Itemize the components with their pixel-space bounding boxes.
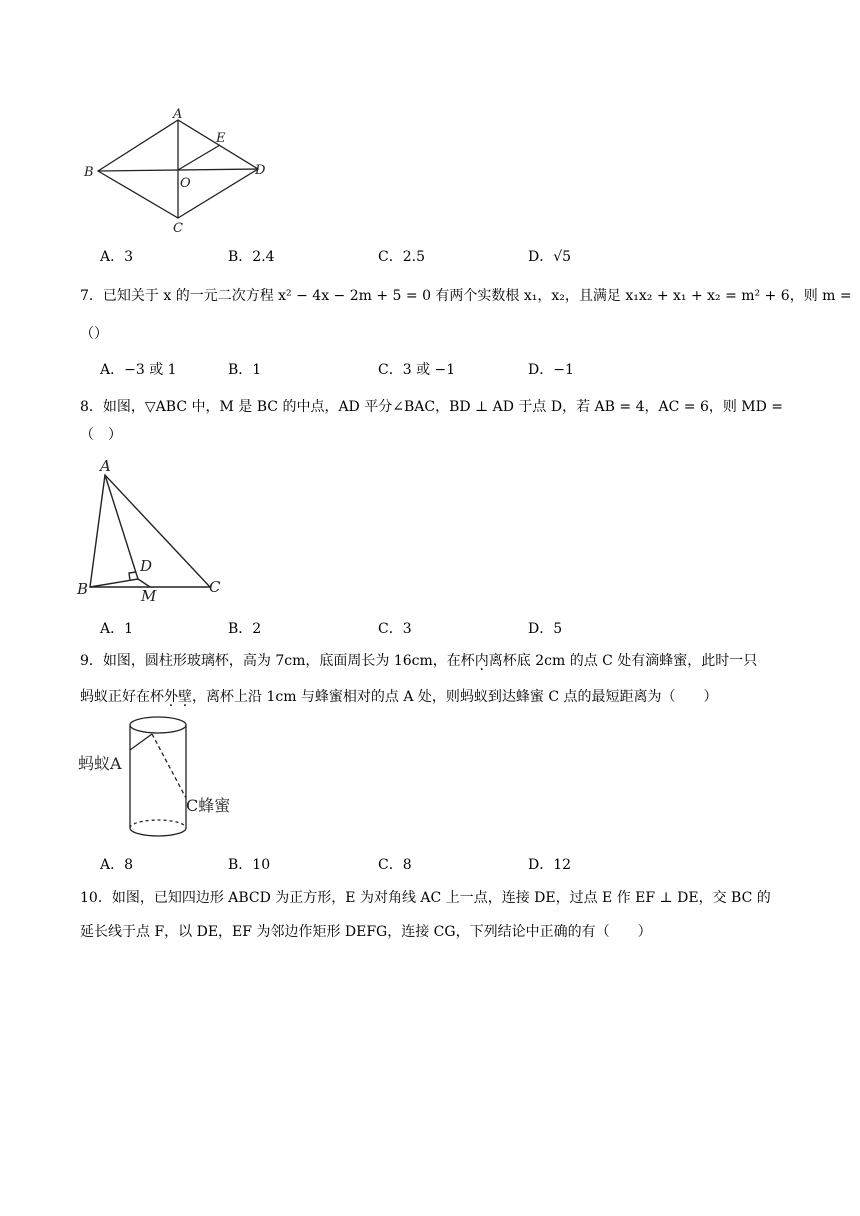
label-e: E: [216, 131, 226, 146]
option-d: D．√5: [528, 249, 572, 265]
honey-label: C蜂蜜: [186, 796, 231, 815]
option-a: A．8: [100, 857, 134, 873]
q9-stem-line1: 9．如图，圆柱形玻璃杯，高为 7cm，底面周长为 16cm，在杯内离杯底 2cm 的点 C 处有滴蜂蜜，此时一只: [80, 653, 758, 669]
option-d: D．5: [528, 621, 563, 637]
option-d: D．12: [528, 857, 572, 873]
option-d: D．−1: [528, 362, 574, 378]
rhombus-figure: [80, 105, 280, 235]
q9-stem-line2: 蚂蚁正好在杯外壁，离杯上沿 1cm 与蜂蜜相对的点 A 处，则蚂蚁到达蜂蜜 C 点的最短距离为（ ）: [80, 689, 718, 705]
q8-stem-line1: 8．如图，▽ABC 中，M 是 BC 的中点，AD 平分∠BAC，BD ⊥ AD 于点 D，若 AB = 4，AC = 6，则 MD =: [80, 399, 784, 415]
label-a: A: [173, 107, 183, 122]
option-c: C．3 或 −1: [378, 362, 456, 378]
option-c: C．2.5: [378, 249, 425, 265]
label-b: B: [77, 580, 89, 598]
emphasis-char: 外: [164, 689, 178, 705]
label-d: D: [140, 557, 153, 575]
option-b: B．10: [228, 857, 271, 873]
option-b: B．1: [228, 362, 262, 378]
triangle-figure: [75, 455, 235, 605]
option-a: A．1: [100, 621, 134, 637]
option-a: A．−3 或 1: [100, 362, 177, 378]
emphasis-char: 壁: [178, 689, 192, 705]
cylinder-figure: [78, 712, 278, 847]
q7-stem-line1: 7．已知关于 x 的一元二次方程 x² − 4x − 2m + 5 = 0 有两个实数根 x₁，x₂，且满足 x₁x₂ + x₁ + x₂ = m² + 6，则 m =: [80, 288, 852, 304]
label-a: A: [100, 457, 111, 475]
q10-stem-line1: 10．如图，已知四边形 ABCD 为正方形，E 为对角线 AC 上一点，连接 DE，过点 E 作 EF ⊥ DE，交 BC 的: [80, 890, 771, 906]
label-d: D: [255, 163, 266, 178]
option-c: C．3: [378, 621, 412, 637]
label-c: C: [173, 221, 183, 235]
q7-stem-line2: （）: [80, 326, 108, 342]
q10-stem-line2: 延长线于点 F，以 DE，EF 为邻边作矩形 DEFG，连接 CG，下列结论中正确的有（ ）: [80, 924, 652, 940]
label-m: M: [141, 587, 157, 605]
option-b: B．2: [228, 621, 262, 637]
option-b: B．2.4: [228, 249, 275, 265]
option-c: C．8: [378, 857, 412, 873]
label-c: C: [209, 578, 221, 596]
emphasis-char: 内: [474, 653, 489, 669]
q8-stem-line2: （ ）: [80, 427, 122, 443]
option-a: A．3: [100, 249, 134, 265]
label-b: B: [84, 165, 94, 180]
label-o: O: [180, 176, 191, 191]
ant-label: 蚂蚁A: [78, 754, 122, 773]
